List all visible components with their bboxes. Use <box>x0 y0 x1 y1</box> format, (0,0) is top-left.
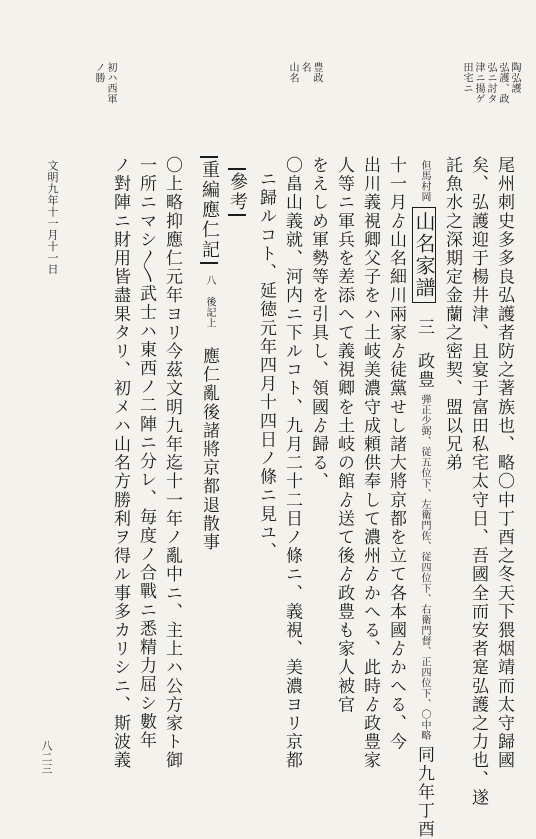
body-line-2: 矣、弘護迎于楊井津、且宴于富田私宅太守日、吾國全而安者寔弘護之力也、遂 <box>468 156 488 807</box>
body-line-6: 出川義視卿父子をハ土岐美濃守成頼供奉して濃州ゟかへる、此時ゟ政豊家 <box>360 156 380 770</box>
body-line-8: をえしめ軍勢等を引具し、領國ゟ歸る、 <box>308 156 328 491</box>
body-line-7: 人等ニ軍兵を差添へて義視卿を土岐の館ゟ送て後ゟ政豊も家人被官 <box>334 156 354 714</box>
header-note-1: 陶弘護 <box>509 62 520 94</box>
source-heading-title: 重編應仁記 <box>200 156 218 264</box>
heading-subject-note: 弾正少弼、従五位下、左衛門佐、従四位下、右衛門督、正四位下、〇中略 <box>419 394 430 741</box>
header-note-2: 弘護、政 <box>497 62 508 104</box>
heading-yamana-kafu <box>412 160 436 839</box>
heading-date: 同九年丁酉 <box>414 745 434 839</box>
heading-subject: 政豊 <box>414 351 434 390</box>
page-number: 八二三 <box>40 740 53 775</box>
body-line-14: 一所ニマシ〳〵武士ハ東西ノ二陣ニ分レ、毎度ノ合戰ニ悉精力屈シ數年 <box>136 156 156 750</box>
header-note-9: 初ハ西軍 <box>105 62 116 104</box>
header-note-8: 山名 <box>287 62 298 83</box>
heading-volume: 三 <box>414 318 434 337</box>
heading-title: 山名家譜 <box>412 207 436 303</box>
body-line-5: 十一月ゟ山名細川兩家ゟ徒黨せし諸大將京都を立て各本國ゟかへる、今 <box>386 156 406 752</box>
heading-source-label: 但馬村岡 <box>419 160 430 202</box>
header-note-5: 田宅ニ <box>461 62 472 94</box>
source-heading-section: 後記上 <box>204 296 215 329</box>
header-note-3: 弘ニ討タ <box>485 62 496 104</box>
body-line-9: 〇畠山義就、河内ニ下ルコト、九月二十二日ノ條ニ、義視、美濃ヨリ京都 <box>282 156 302 770</box>
body-line-3: 託魚水之深期定金蘭之密契、盟以兄弟 <box>442 156 462 473</box>
body-line-10: ニ歸ルコト、延徳元年四月十四日ノ條ニ見ユ、 <box>256 170 276 561</box>
reference-heading <box>228 168 246 216</box>
header-note-6: 豊政 <box>311 62 322 83</box>
header-note-10: ノ勝 <box>93 62 104 83</box>
body-line-13: 〇上略抑應仁元年ヨリ今茲文明九年迄十一年ノ亂中ニ、主上ハ公方家ト御 <box>162 156 182 770</box>
header-note-4: 津ニ揚ゲ <box>473 62 484 104</box>
source-heading <box>200 156 218 552</box>
source-heading-chapter: 應仁亂後諸將京都退散事 <box>199 347 219 552</box>
body-line-1: 尾州刺史多多良弘護者防之著族也、略〇中丁酉之冬天下猥烟靖而太守歸國 <box>494 156 514 770</box>
margin-date: 文明九年十一月十一日 <box>46 160 59 275</box>
header-note-7: 名 <box>299 62 310 73</box>
source-heading-volume: 八 <box>204 275 215 286</box>
reference-heading-label: 參考 <box>228 168 246 216</box>
body-line-15: ノ對陣ニ財用皆盡果タリ、初メハ山名方勝利ヲ得ル事多カリシニ、斯波義 <box>110 156 130 770</box>
